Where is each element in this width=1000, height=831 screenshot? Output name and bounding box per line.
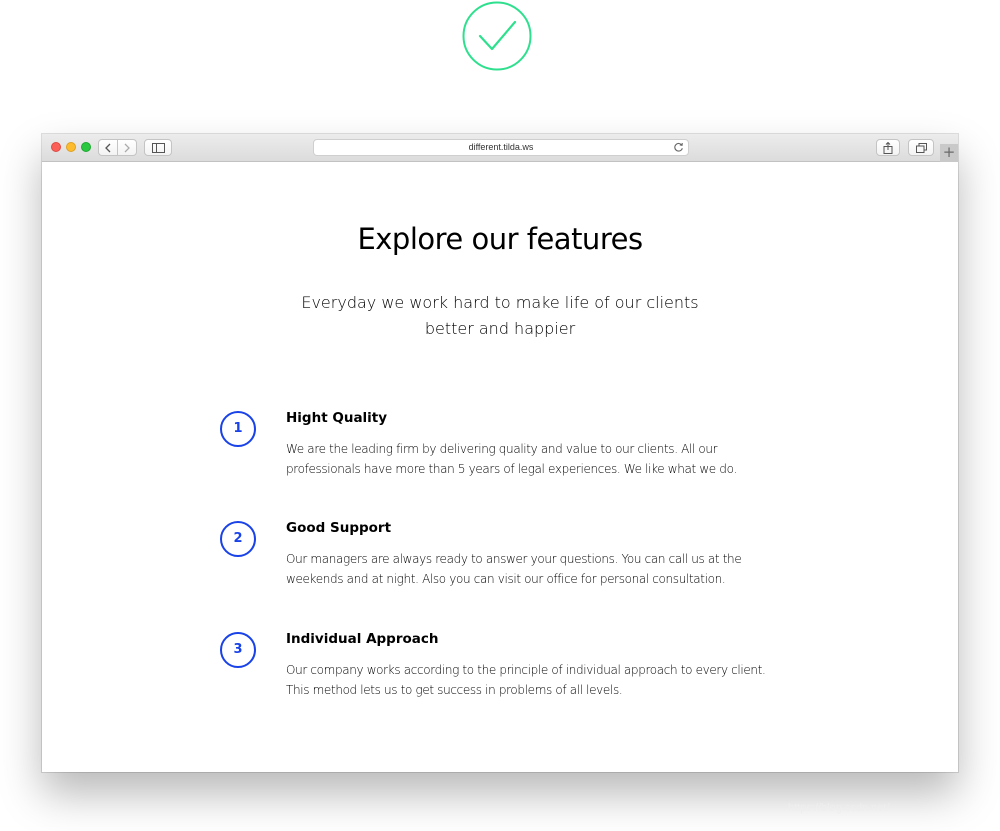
chevron-left-icon: [104, 143, 112, 153]
new-tab-button[interactable]: +: [940, 144, 958, 162]
address-bar[interactable]: [313, 139, 689, 156]
feature-title: Good Support: [286, 520, 392, 536]
feature-number-badge: 3: [220, 632, 256, 668]
zoom-window-button[interactable]: [81, 142, 91, 152]
feature-number-badge: 1: [220, 411, 256, 447]
feature-title: Individual Approach: [286, 631, 439, 647]
sidebar-icon: [152, 143, 165, 153]
minimize-window-button[interactable]: [66, 142, 76, 152]
forward-button[interactable]: [117, 139, 137, 156]
browser-toolbar: [42, 134, 958, 162]
tabs-icon: [916, 143, 927, 153]
chevron-right-icon: [123, 143, 131, 153]
feature-description: Our company works according to the principle of individual approach to every client. This method lets us to get success in problems of all levels.: [286, 663, 766, 697]
watermark-text: https://blog.csdn.net/...: [788, 802, 899, 814]
feature-description: Our managers are always ready to answer your questions. You can call us at the weekends and at night. Also you can visit our office for personal consultation.: [286, 552, 742, 586]
checkmark-icon: [462, 1, 532, 71]
feature-number-badge: 2: [220, 521, 256, 557]
feature-title: Hight Quality: [286, 410, 388, 426]
page-title: Explore our features: [357, 222, 643, 256]
close-window-button[interactable]: [51, 142, 61, 152]
feature-description: We are the leading firm by delivering quality and value to our clients. All our professionals have more than 5 years of legal experiences. We like what we do.: [286, 442, 737, 476]
sidebar-toggle-button[interactable]: [144, 139, 172, 156]
browser-window: [42, 134, 958, 772]
url-text: different.tilda.ws: [468, 142, 534, 152]
share-button[interactable]: [876, 139, 900, 156]
back-button[interactable]: [98, 139, 118, 156]
page-content: [42, 162, 958, 772]
share-icon: [883, 142, 893, 154]
reload-icon[interactable]: [673, 142, 684, 153]
page-subtitle: Everyday we work hard to make life of our clients better and happier: [301, 293, 699, 338]
show-tabs-button[interactable]: [908, 139, 934, 156]
